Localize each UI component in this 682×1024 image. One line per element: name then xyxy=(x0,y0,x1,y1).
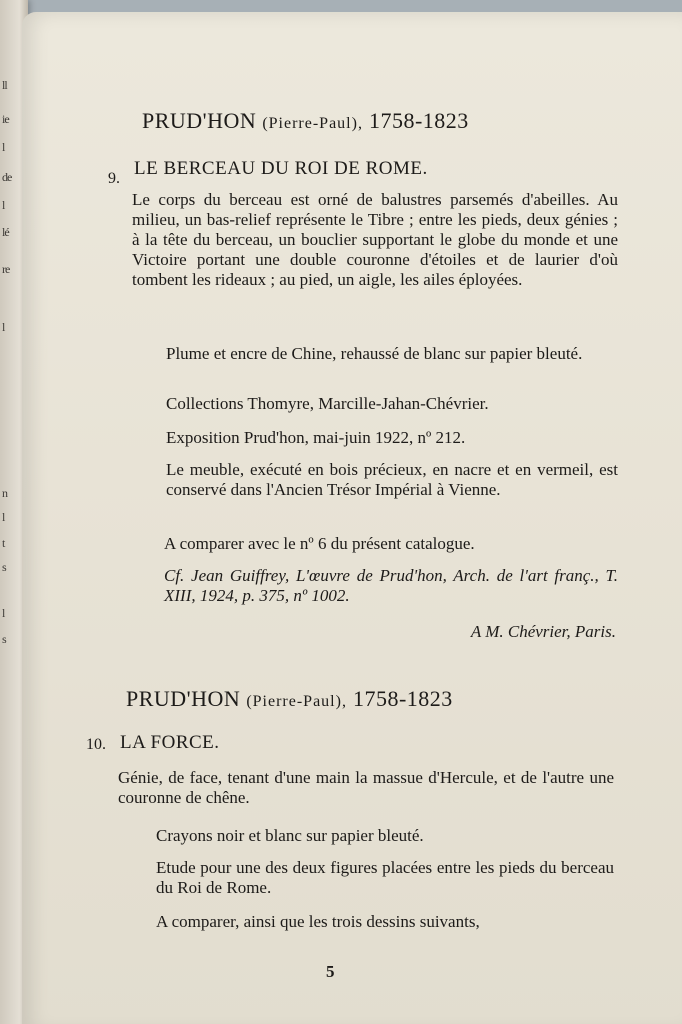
artist-first-names: (Pierre-Paul), xyxy=(246,693,347,710)
entry-10-compare-note: A comparer, ainsi que les trois dessins suivants, xyxy=(156,912,480,931)
left-page-fragment: re xyxy=(2,262,10,276)
entry-9-title: LE BERCEAU DU ROI DE ROME. xyxy=(134,158,428,179)
page-number: 5 xyxy=(326,962,335,981)
catalogue-page xyxy=(22,12,682,1024)
left-page-fragment: l xyxy=(2,198,5,212)
entry-10-study: Etude pour une des deux figures placées entre les pieds du berceau du Roi de Rome. xyxy=(156,858,614,897)
entry-9-artist-heading xyxy=(142,108,469,134)
entry-9-description: Le corps du berceau est orné de balustres parsemés d'abeilles. Au milieu, un bas-relief représente le Tibre ; entre les pieds, deux génies ; à la tête du berceau, un bouclier supportant le globe du monde et une Victoire portant une double couronne d'étoiles et de laurier d'où tombent les rideaux ; au pied, un aigle, les ailes éployées. xyxy=(132,190,618,289)
entry-9-collections: Collections Thomyre, Marcille-Jahan-Chévrier. xyxy=(166,394,489,413)
artist-dates: 1758-1823 xyxy=(352,686,453,711)
entry-10-title: LA FORCE. xyxy=(120,732,220,753)
left-page-fragment: lé xyxy=(2,225,9,239)
artist-dates: 1758-1823 xyxy=(368,108,469,133)
left-page-fragment: ll xyxy=(2,78,7,92)
entry-10-artist-heading xyxy=(126,686,453,712)
left-page-fragment: de xyxy=(2,170,12,184)
entry-9-furniture-note: Le meuble, exécuté en bois précieux, en nacre et en vermeil, est conservé dans l'Ancien Trésor Impérial à Vienne. xyxy=(166,460,618,499)
left-page-fragment: n xyxy=(2,486,7,500)
left-page-fragment: s xyxy=(2,560,6,574)
artist-first-names: (Pierre-Paul), xyxy=(262,115,363,132)
entry-9-medium: Plume et encre de Chine, rehaussé de blanc sur papier bleuté. xyxy=(166,344,583,363)
entry-10-description: Génie, de face, tenant d'une main la massue d'Hercule, et de l'autre une couronne de chêne. xyxy=(118,768,614,807)
entry-10-number: 10. xyxy=(86,736,106,753)
entry-9-reference: Cf. Jean Guiffrey, L'œuvre de Prud'hon, Arch. de l'art franç., T. XIII, 1924, p. 375, nº 1002. xyxy=(164,566,618,605)
left-page-fragment: s xyxy=(2,632,6,646)
left-page-fragment: l xyxy=(2,140,5,154)
entry-9-owner: A M. Chévrier, Paris. xyxy=(470,622,616,641)
left-page-fragment: l xyxy=(2,510,5,524)
left-page-fragment: l xyxy=(2,320,5,334)
left-page-fragment: ie xyxy=(2,112,9,126)
entry-9-exhibition: Exposition Prud'hon, mai-juin 1922, nº 212. xyxy=(166,428,466,447)
left-page-fragment: l xyxy=(2,606,5,620)
entry-9-number: 9. xyxy=(108,170,120,187)
artist-name: PRUD'HON xyxy=(142,108,257,133)
artist-name: PRUD'HON xyxy=(126,686,241,711)
entry-10-medium: Crayons noir et blanc sur papier bleuté. xyxy=(156,826,424,845)
left-page-fragment: t xyxy=(2,536,5,550)
entry-9-compare-note: A comparer avec le nº 6 du présent catalogue. xyxy=(164,534,475,553)
